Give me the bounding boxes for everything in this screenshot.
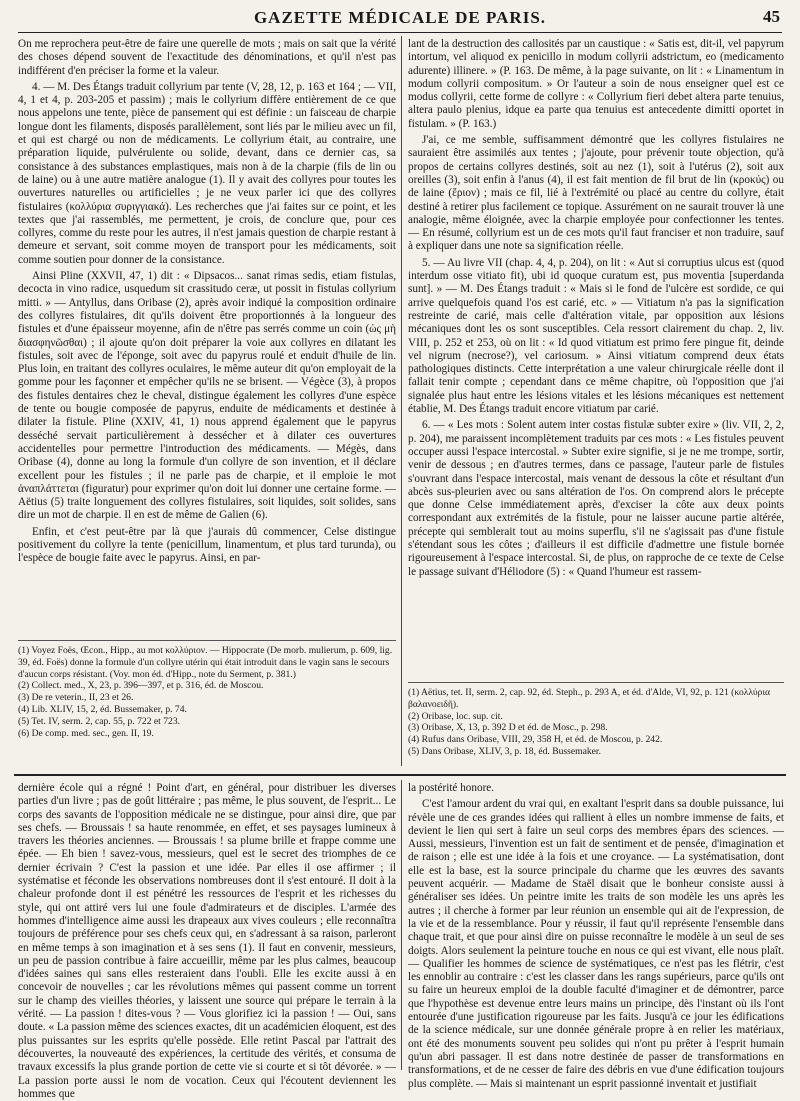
paragraph: On me reprochera peut-être de faire une querelle de mots ; mais on sait que la vérité des choses dépend souvent de l'exactitude des dénominations, et qu'il n'est pas indifférent d'en préciser la forme et la valeur. (18, 38, 396, 77)
footnote: (2) Oribase, loc. sup. cit. (408, 710, 503, 722)
column-divider (401, 36, 402, 766)
lower-left-column (18, 782, 396, 1100)
paragraph: J'ai, ce me semble, suffisamment démontré que les collyres fistulaires ne sauraient être assimilés aux tentes ; j'ajoute, pour prévenir toute objection, qu'à propos de certains collyres destinés, soit au nez (1), soit à l'utérus (2), soit aux oreilles (3), soit enfin à l'anus (4), il est fait mention de fil brut de lin (κροκύς) ou de laine (ἔριον) ; mais ce fil, lié à l'extrémité ou placé au centre du collyre, était destiné à retirer plus facilement ce topique. Assurément on ne saurait trouver là une analogie, même éloignée, avec la charpie employée pour confectionner les tentes. — En résumé, collyrium est un de ces mots qu'il faut franciser et non traduire, sauf à expliquer dans une note sa signification réelle. (408, 134, 784, 253)
section-divider (14, 774, 786, 776)
paragraph: C'est l'amour ardent du vrai qui, en exaltant l'esprit dans sa double puissance, lui révèle une de ces grandes idées qui rallient à elles un nombre immense de faits, et devient le lien qui sert à faire un seul corps des membres épars des sciences. — Aussi, messieurs, l'invention est un fait de sentiment et de pensée, d'imagination et de raison ; elle est une idée à la fois et une croyance. — La systématisation, dont elle est la base, est la source principale du charme que les œuvres des savants peuvent acquérir. — Madame de Staël disait que le bonheur consiste aussi à généraliser ses idées. Un peintre imite les traits de son modèle les uns après les autres ; il cherche à former par leur réunion un ensemble qui ait de l'expression, de la vie et de la ressemblance. Pour y réussir, il faut qu'il représente l'ensemble dans chaque trait, et que pour ainsi dire on puisse reconnaître le modèle à un seul de ses doigts. Alors seulement la peinture touche en nous ce qui est vivant, elle nous plaît. — Qualifier les hommes de science de systématiques, ce n'est pas les flétrir, c'est les ennoblir au contraire : c'est les classer dans les rangs supérieurs, parce qu'ils ont su faire un heureux emploi de la double faculté d'imaginer et de démontrer, parce que l'hypothèse est devenue entre leurs mains un principe, dès l'instant où ils l'ont entourée d'une justification rigoureuse par les faits. Jusqu'à ce jour les édifications de la science médicale, sur une donnée générale propre à en relier les matériaux, ont été des monuments souvent peu solides qui n'ont pu prêter à l'esprit humain qu'un abri passager. Il est dans notre destinée de passer de transformations en transformations, et de ne cesser de faire des débris en vue d'une édification toujours plus complète. — Mais si maintenant un esprit passionné inventait et justifiait (408, 798, 784, 1090)
footnote: (5) Dans Oribase, XLIV, 3, p. 18, éd. Bussemaker. (408, 745, 601, 757)
footnote: (5) Tet. IV, serm. 2, cap. 55, p. 722 et 723. (18, 715, 181, 727)
paragraph: la postérité honore. (408, 782, 495, 794)
footnote: (3) Oribase, X, 13, p. 392 D et éd. de Mosc., p. 298. (408, 722, 608, 734)
upper-left-column (18, 38, 396, 636)
page-number: 45 (763, 7, 780, 26)
page-header (18, 6, 782, 33)
column-divider-lower (401, 780, 402, 1070)
paragraph: dernière école qui a régné ! Point d'art, en général, pour distribuer les diverses parties d'un livre ; pas de goût littéraire ; pas même, le plus souvent, de l'esprit... Le corps des savants de l'opposition médicale ne se distingue, pour ainsi dire, que par ses chefs. — Broussais ! sa haute renommée, en effet, et ses paysages lumineux à travers les théories anciennes. — Broussais ! sa plume brille et frappe comme une épée. — Eh bien ! savez-vous, messieurs, quel est le secret des triomphes de ce dernier écrivain ? C'est la passion et une idée. Par elles il ose affirmer ; il systématise et féconde les observations nombreuses dont il s'est entouré. Il doit à la chaleur profonde dont il est pénétré les ressources de l'esprit et les richesses du style, qui ont attiré vers lui une foule d'admirateurs et de disciples. L'armée des hommes d'intelligence aime aussi les drapeaux aux vives couleurs ; elle reconnaîtra toujours de préférence pour ses chefs ceux qui, en s'adressant à sa raison, parleront en même temps à son imagination et à ses sens (1). Il faut en convenir, messieurs, un peu de passion contribue à faire accueillir, même par les plus calmes, beaucoup d'idées saines qui sans elles resteraient dans l'oubli. Elle les excite aussi à en concevoir de nouvelles ; car les révolutions mêmes qui passent comme un torrent sur le champ des vieilles théories, y laissent une source qui prépare le terrain à la vérité. — La passion ! dites-vous ? — Vous glorifiez ici la passion ! — Oui, sans doute. « La passion même des sciences exactes, dit un académicien éloquent, est des plus puissantes sur les esprits qu'elle possède. Elle retint Pascal par l'attrait des découvertes, la nouveauté des expériences, la certitude des vérités, et consuma de travaux excessifs la plus grande portion de cette vie si courte et si tôt dévorée. » — La passion porte aussi le nom de vocation. Ceux qui l'écoutent deviennent les hommes que (18, 782, 396, 1100)
footnote: (1) Voyez Foës, Œcon., Hipp., au mot κολλύριον. — Hippocrate (De morb. mulierum, p. 609, lig. 39, éd. Foës) donne la formule d'un collyre utérin qui était introduit dans le vagin sans le secours d'aucun corps résistant. (Voy. mon éd. d'Hipp., note du Serment, p. 381.) (18, 645, 393, 680)
paragraph: 4. — M. Des Étangs traduit collyrium par tente (V, 28, 12, p. 163 et 164 ; — VII, 4, 1 et 4, p. 203-205 et passim) ; mais le collyrium diffère entièrement de ce que nous appelons une tente, pièce de pansement qui est définie : un faisceau de charpie longue dont les filaments, disposés parallèlement, sont liés par le milieu avec un fil, et qui est chargé ou non de médicaments. Le collyrium était, au contraire, une préparation liquide, pulvérulente ou solide, devant, dans ce dernier cas, sa consistance à des substances emplastiques, mais non à de la charpie (fils de lin ou de laine) ou à une autre matière analogue (1). Il y avait des collyres pour toutes les ouvertures naturelles ou artificielles ; je ne veux parler ici que des collyres fistulaires (κολλύρια συριγγιακά). Les recherches que j'ai faites sur ce point, et les textes que j'ai rassemblés, me permettent, je crois, de conclure que, pour ces collyres, comme du reste pour les autres, il n'est jamais question de charpie restant à demeure et servant, soit comme moyen de transport pour les médicaments, soit comme soutien pour donner de la consistance. (18, 80, 396, 266)
paragraph: Ainsi Pline (XXVII, 47, 1) dit : « Dipsacos... sanat rimas sedis, etiam fistulas, decocta in vino radice, usquedum sit crassitudo ceræ, ut possit in fistulas collyrium mitti. » — Antyllus, dans Oribase (2), après avoir indiqué la composition ordinaire des collyres fistulaires, dit qu'ils doivent être proportionnés à la longueur des fistules et d'une épaisseur moyenne, afin de n'être pas serrés comme un coin (ὡς μὴ διασφηνῶσθαι) ; il ajoute qu'on doit préparer la voie aux collyres en dilatant les fistules, soit avec de l'éponge, soit avec du papyrus roulé et enduit d'huile de lin. Plus loin, en traitant des collyres oculaires, le même auteur dit qu'on employait de la gomme pour les façonner et empêcher qu'ils ne se brisent. — Végèce (3), à propos des fistules dentaires chez le cheval, distingue également les collyres d'une espèce de tente ou bougie composée de papyrus, enduite de médicaments et destinée à dilater la fistule. Pline (XXIV, 41, 1) nous apprend également que le papyrus desséché servait particulièrement à dessécher et à dilater ces ouvertures accidentelles pour permettre l'introduction des médicaments. — Mégès, dans Oribase (4), donne au long la formule d'un collyre de son invention, et il déclare excellent pour les fistules ; il ne parle pas de charpie, et il emploie le mot ἀναπλάττεται (figuratur) pour exprimer qu'on doit lui donner une certaine forme. — Aëtius (5) traite longuement des collyres fistulaires, soit liquides, soit solides, sans dire un mot de charpie. Il en est de même de Galien (6). (18, 270, 396, 522)
footnote: (1) Aëtius, tet. II, serm. 2, cap. 92, éd. Steph., p. 293 A, et éd. d'Alde, VI, 92, p. 121 (κολλύρια βαλανοειδῆ). (408, 687, 771, 710)
footnote: (4) Lib. XLIV, 15, 2, éd. Bussemaker, p. 74. (18, 703, 187, 715)
upper-right-column (408, 38, 784, 678)
footnote: (2) Collect. med., X, 23, p. 396—397, et p. 316, éd. de Moscou. (18, 680, 264, 692)
paragraph: 6. — « Les mots : Solent autem inter costas fistulæ subter exire » (liv. VII, 2, 2, p. 204), me paraissent incomplètement traduits par ces mots : « Les fistules peuvent occuper aussi l'espace intercostal. » Subter exire signifie, si je ne me trompe, sortir, venir de dessous ; en d'autres termes, dans ce passage, l'auteur parle de fistules s'ouvrant dans l'espace intercostal, mais venant de dessous la côte et résultant d'un abcès sus-pleurien avec ou sans altération de l'os. On comprend alors le précepte que donne Celse immédiatement après, d'exciser la côte aux deux points correspondant aux extrémités de la fistule, pour ne laisser aucune partie altérée, précepte qui semblerait tout au moins superflu, s'il ne s'agissait pas d'une fistule s'étendant sous les côtes ; d'ailleurs il est difficile d'admettre une fistule bornée rigoureusement à l'espace intercostal. Si, de plus, on rapproche de ce texte de Celse le passage suivant d'Héliodore (5) : « Quand l'humeur est rassem- (408, 419, 784, 578)
footnote: (4) Rufus dans Oribase, VIII, 29, 358 H, et éd. de Moscou, p. 242. (408, 734, 663, 746)
footnotes-right (408, 682, 784, 773)
footnote: (3) De re veterin., II, 23 et 26. (18, 692, 134, 704)
paragraph: Enfin, et c'est peut-être par là que j'aurais dû commencer, Celse distingue positivement du collyre la tente (penicillum, linamentum, et plus tard turunda), ou l'espèce de bougie faite avec le papyrus. Ainsi, en par- (18, 525, 396, 565)
footnote: (6) De comp. med. sec., gen. II, 19. (18, 727, 154, 739)
lower-right-column (408, 782, 784, 1090)
footnotes-left (18, 640, 396, 773)
paragraph: lant de la destruction des callosités par un caustique : « Satis est, dit-il, vel papyrum intortum, vel aliquod ex penicillo in modum collyrii adstrictum, eo (medicamento adurente) illinere. » (P. 163. De même, à la page suivante, on lit : « Linamentum in modum collyrii compositum. » Or l'auteur a soin de nous enseigner quel est ce modus collyrii, cette forme de collyre : « Collyrium fieri debet altera parte tenuius, altera paulo plenius, idque ea parte qua tenuius est antecedente dimitti oportet in fistulam. » (P. 163.) (408, 38, 784, 130)
journal-title: GAZETTE MÉDICALE DE PARIS. (253, 8, 547, 27)
paragraph: 5. — Au livre VII (chap. 4, 4, p. 204), on lit : « Aut si corruptius ulcus est (quod interdum osse vitiato fit), ubi id quoque curatum est, pus moventia [superdanda sunt]. » — M. Des Étangs traduit : « Mais si le fond de l'ulcère est sordide, ce qui arrive quelquefois quand l'os est carié, etc. » — Vitiatum n'a pas la signification restreinte de carié, mais celle d'altération vitale, par opposition aux lésions mécaniques dont les os sont susceptibles. Cela ressort clairement du chap. 2, liv. VIII, p. 252 et 253, où on lit : « Id quod vitiatum est primo fere pingue fit, deinde vel nigrum (necrose?), vel cariosum. » Ainsi vitiatum comprend deux états pathologiques distincts. Cette interprétation a une valeur chirurgicale réelle dont il fallait tenir compte ; cependant dans ce même chapitre, où l'opposition que j'ai signalée plus haut entre les lésions vitales et les lésions mécaniques est nettement établie, M. Des Étangs traduit encore vitiatum par carié. (408, 256, 784, 416)
